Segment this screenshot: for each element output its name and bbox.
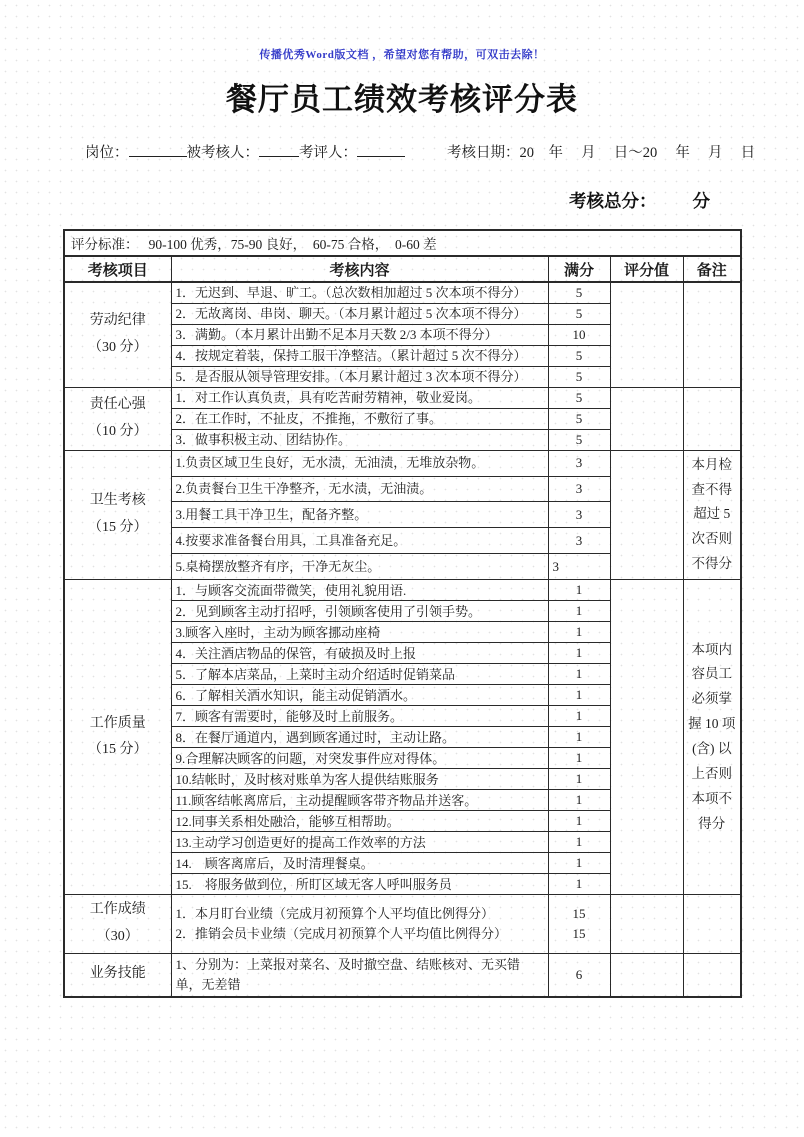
item-content-cell: 9.合理解决顾客的问题，对突发事件应对得体。 (171, 748, 548, 769)
date-label: 考核日期： (447, 145, 520, 161)
evaluation-table-body (64, 282, 741, 997)
max-score-cell: 1 (548, 664, 610, 685)
table-row (64, 450, 741, 476)
item-content-cell: 1、分别为：上菜报对菜名、及时撤空盘、结账核对、无买错单，无差错 (171, 953, 548, 997)
table-row (64, 580, 741, 601)
item-content-cell: 10.结帐时，及时核对账单为客人提供结账服务 (171, 769, 548, 790)
max-score-cell: 5 (548, 408, 610, 429)
item-content-cell: 5．了解本店菜品，上菜时主动介绍适时促销菜品 (171, 664, 548, 685)
max-score-cell: 5 (548, 345, 610, 366)
max-score-cell: 1 (548, 643, 610, 664)
item-content-cell: 11.顾客结帐离席后，主动提醒顾客带齐物品并送客。 (171, 790, 548, 811)
item-content-cell: 13.主动学习创造更好的提高工作效率的方法 (171, 832, 548, 853)
assessee-blank-field[interactable] (259, 142, 299, 157)
remark-cell-work-quality: 本项内容员工必须掌握 10 项(含) 以上否则本项不得分 (683, 580, 741, 895)
max-score-cell: 3 (548, 528, 610, 554)
assessor-blank-field[interactable] (357, 142, 405, 157)
item-content-cell: 2．无故离岗、串岗、聊天。（本月累计超过 5 次本项不得分） (171, 303, 548, 324)
max-score-cell: 1 (548, 874, 610, 895)
item-content-cell: 2．见到顾客主动打招呼，引领顾客使用了引领手势。 (171, 601, 548, 622)
max-score-cell: 1 (548, 622, 610, 643)
item-content-cell: 6．了解相关酒水知识，能主动促销酒水。 (171, 685, 548, 706)
position-blank-field[interactable] (129, 142, 187, 157)
section-label-responsibility: 责任心强 （10 分） (64, 387, 171, 450)
item-content-cell: 4.按要求准备餐台用具，工具准备充足。 (171, 528, 548, 554)
max-score-cell: 3 (548, 450, 610, 476)
score-value-cell-work-quality[interactable] (610, 580, 683, 895)
total-score-label: 考核总分： (569, 191, 657, 211)
max-score-cell: 6 (548, 953, 610, 997)
item-content-cell: 1．本月盯台业绩（完成月初预算个人平均值比例得分） 2．推销会员卡业绩（完成月初预算个人平均值比例得分） (171, 895, 548, 953)
page-title: 餐厅员工绩效考核评分表 (226, 82, 578, 117)
item-content-cell: 7．顾客有需要时，能够及时上前服务。 (171, 706, 548, 727)
max-score-cell: 3 (548, 476, 610, 502)
max-score-cell: 5 (548, 366, 610, 387)
max-score-cell: 1 (548, 769, 610, 790)
table-header-row (64, 256, 741, 282)
score-value-cell-work-results[interactable] (610, 895, 683, 953)
score-value-cell-labor-discipline[interactable] (610, 282, 683, 387)
header-remark: 备注 (683, 256, 741, 282)
item-content-cell: 5.桌椅摆放整齐有序，干净无灰尘。 (171, 554, 548, 580)
remark-cell-hygiene: 本月检查不得超过 5 次否则不得分 (683, 450, 741, 580)
item-content-cell: 1．与顾客交流面带微笑，使用礼貌用语. (171, 580, 548, 601)
criteria-text: 评分标准： 90-100 优秀，75-90 良好， 60-75 合格， 0-60 差 (64, 230, 741, 256)
form-info-line (85, 141, 804, 162)
table-row (64, 282, 741, 303)
max-score-cell: 5 (548, 429, 610, 450)
section-label-work-quality: 工作质量 （15 分） (64, 580, 171, 895)
section-label-hygiene: 卫生考核 （15 分） (64, 450, 171, 580)
max-score-cell: 15 15 (548, 895, 610, 953)
item-content-cell: 8．在餐厅通道内，遇到顾客通过时，主动让路。 (171, 727, 548, 748)
section-label-work-results: 工作成绩 （30） (64, 895, 171, 953)
item-content-cell: 12.同事关系相处融洽，能够互相帮助。 (171, 811, 548, 832)
max-score-cell: 3 (548, 502, 610, 528)
header-max-score: 满分 (548, 256, 610, 282)
score-value-cell-responsibility[interactable] (610, 387, 683, 450)
item-content-cell: 2．在工作时，不扯皮，不推拖，不敷衍了事。 (171, 408, 548, 429)
item-content-cell: 15. 将服务做到位，所盯区域无客人呼叫服务员 (171, 874, 548, 895)
item-content-cell: 1.负责区域卫生良好，无水渍，无油渍，无堆放杂物。 (171, 450, 548, 476)
position-label: 岗位： (85, 145, 129, 161)
max-score-cell: 1 (548, 580, 610, 601)
max-score-cell: 5 (548, 282, 610, 303)
header-score-value: 评分值 (610, 256, 683, 282)
max-score-cell: 5 (548, 387, 610, 408)
total-score-line (0, 188, 804, 213)
item-content-cell: 4．按规定着装，保持工服干净整洁。（累计超过 5 次不得分） (171, 345, 548, 366)
item-content-cell: 4．关注酒店物品的保管，有破损及时上报 (171, 643, 548, 664)
max-score-cell: 1 (548, 748, 610, 769)
item-content-cell: 3．做事积极主动、团结协作。 (171, 429, 548, 450)
max-score-cell: 1 (548, 853, 610, 874)
max-score-cell: 1 (548, 706, 610, 727)
max-score-cell: 10 (548, 324, 610, 345)
max-score-cell: 1 (548, 601, 610, 622)
max-score-cell: 1 (548, 727, 610, 748)
item-content-cell: 3.顾客入座时，主动为顾客挪动座椅 (171, 622, 548, 643)
header-item-category: 考核项目 (64, 256, 171, 282)
max-score-cell: 3 (548, 554, 610, 580)
item-content-cell: 5．是否服从领导管理安排。（本月累计超过 3 次本项不得分） (171, 366, 548, 387)
header-content: 考核内容 (171, 256, 548, 282)
item-content-cell: 3．满勤。（本月累计出勤不足本月天数 2/3 本项不得分） (171, 324, 548, 345)
criteria-row (64, 230, 741, 256)
total-score-unit: 分 (692, 191, 710, 211)
assessor-label: 考评人： (299, 145, 357, 161)
remark-cell-labor-discipline (683, 282, 741, 387)
table-row (64, 895, 741, 953)
section-label-labor-discipline: 劳动纪律 （30 分） (64, 282, 171, 387)
promo-banner[interactable]: 传播优秀Word版文档 ，希望对您有帮助，可双击去除！ (259, 49, 545, 61)
remark-cell-business-skills (683, 953, 741, 997)
item-content-cell: 1．无迟到、早退、旷工。（总次数相加超过 5 次本项不得分） (171, 282, 548, 303)
max-score-cell: 1 (548, 811, 610, 832)
evaluation-table (63, 229, 742, 998)
item-content-cell: 3.用餐工具干净卫生，配备齐整。 (171, 502, 548, 528)
max-score-cell: 1 (548, 832, 610, 853)
remark-cell-work-results (683, 895, 741, 953)
date-value: 20 年 月 日～20 年 月 日 (519, 145, 756, 161)
item-content-cell: 1．对工作认真负责，具有吃苦耐劳精神，敬业爱岗。 (171, 387, 548, 408)
remark-cell-responsibility (683, 387, 741, 450)
max-score-cell: 1 (548, 790, 610, 811)
item-content-cell: 14. 顾客离席后，及时清理餐桌。 (171, 853, 548, 874)
assessee-label: 被考核人： (186, 145, 259, 161)
score-value-cell-hygiene[interactable] (610, 450, 683, 580)
table-row (64, 387, 741, 408)
item-content-cell: 2.负责餐台卫生干净整齐，无水渍，无油渍。 (171, 476, 548, 502)
max-score-cell: 5 (548, 303, 610, 324)
max-score-cell: 1 (548, 685, 610, 706)
table-row (64, 953, 741, 997)
score-value-cell-business-skills[interactable] (610, 953, 683, 997)
section-label-business-skills: 业务技能 (64, 953, 171, 997)
